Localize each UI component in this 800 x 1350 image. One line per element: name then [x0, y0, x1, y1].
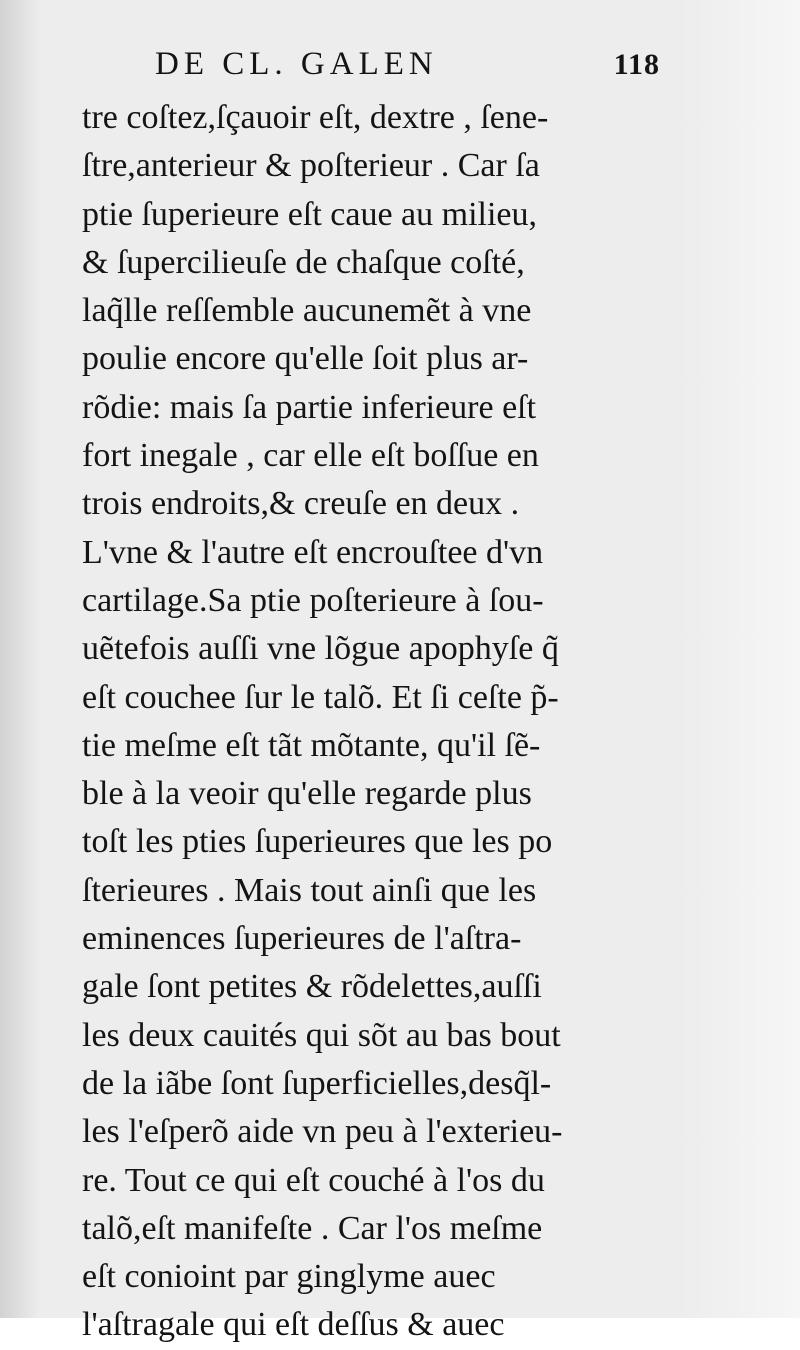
text-line: de la iãbe ſont ſuperficielles,desq̃l-	[82, 1064, 552, 1102]
text-line: talõ,eſt manifeſte . Car l'os meſme	[82, 1209, 543, 1247]
text-line: poulie encore qu'elle ſoit plus ar-	[82, 340, 529, 378]
text-line: cartilage.Sa ptie poſterieure à ſou-	[82, 581, 544, 619]
text-line: re. Tout ce qui eſt couché à l'os du	[82, 1161, 545, 1199]
page-header	[155, 40, 660, 90]
page-number: 118	[613, 48, 660, 81]
text-line: uẽtefois auſſi vne lõgue apophyſe q̃	[82, 630, 559, 668]
text-line: l'aſtragale qui eſt deſſus & auec	[82, 1306, 505, 1344]
text-line: trois endroits,& creuſe en deux .	[82, 485, 520, 523]
page-edge-highlight	[680, 0, 800, 1318]
text-line: les deux cauités qui sõt au bas bout	[82, 1016, 561, 1054]
body-text	[82, 94, 662, 1350]
text-line: tie meſme eſt tãt mõtante, qu'il ſẽ-	[82, 726, 541, 764]
text-line: rõdie: mais ſa partie inferieure eſt	[82, 388, 537, 426]
text-line: L'vne & l'autre eſt encrouſtee d'vn	[82, 533, 544, 571]
text-line: ſtre,anterieur & poſterieur . Car ſa	[82, 147, 540, 185]
text-line: les l'eſperõ aide vn peu à l'exterieu-	[82, 1113, 563, 1151]
page-gutter-shadow	[0, 0, 40, 1318]
text-line: eminences ſuperieures de l'aſtra-	[82, 920, 522, 958]
text-line: eſt couchee ſur le talõ. Et ſi ceſte p̃-	[82, 678, 559, 716]
text-line: ptie ſuperieure eſt caue au milieu,	[82, 195, 538, 233]
running-head: DE CL. GALEN	[155, 46, 438, 82]
text-line: ble à la veoir qu'elle regarde plus	[82, 775, 532, 813]
text-line: eſt conioint par ginglyme auec	[82, 1258, 496, 1296]
text-line: toſt les pties ſuperieures que les po	[82, 823, 553, 861]
text-line: tre coſtez,ſçauoir eſt, dextre , ſene-	[82, 99, 549, 136]
text-line: & ſupercilieuſe de chaſque coſté,	[82, 243, 525, 281]
text-line: fort inegale , car elle eſt boſſue en	[82, 437, 539, 475]
text-line: laq̃lle reſſemble aucunemẽt à vne	[82, 292, 532, 330]
text-line: gale ſont petites & rõdelettes,auſſi	[82, 968, 542, 1006]
text-line: ſterieures . Mais tout ainſi que les	[82, 871, 537, 909]
